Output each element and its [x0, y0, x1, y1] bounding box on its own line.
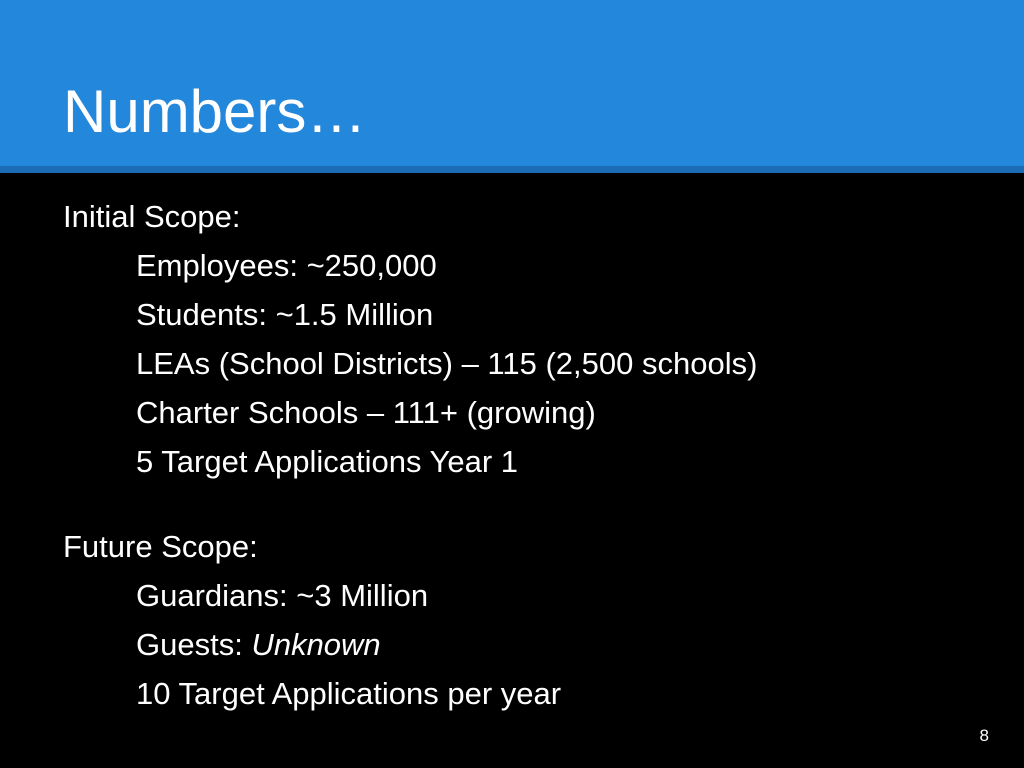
list-item: 5 Target Applications Year 1	[136, 444, 519, 479]
page-number: 8	[979, 726, 989, 745]
list-item: LEAs (School Districts) – 115 (2,500 schools)	[136, 346, 758, 381]
section-spacer	[63, 486, 1003, 522]
slide-title: Numbers…	[63, 78, 367, 145]
initial-scope-heading: Initial Scope:	[63, 199, 241, 234]
guests-label: Guests:	[136, 627, 252, 662]
future-scope-heading: Future Scope:	[63, 529, 258, 564]
list-item: 10 Target Applications per year	[136, 676, 562, 711]
list-item	[63, 620, 1003, 669]
list-item: Guardians: ~3 Million	[136, 578, 429, 613]
list-item: Employees: ~250,000	[136, 248, 437, 283]
list-item: Students: ~1.5 Million	[136, 297, 434, 332]
list-item: Charter Schools – 111+ (growing)	[136, 395, 596, 430]
title-divider	[0, 166, 1024, 173]
slide-body	[63, 192, 1003, 718]
guests-value: Unknown	[251, 627, 381, 662]
